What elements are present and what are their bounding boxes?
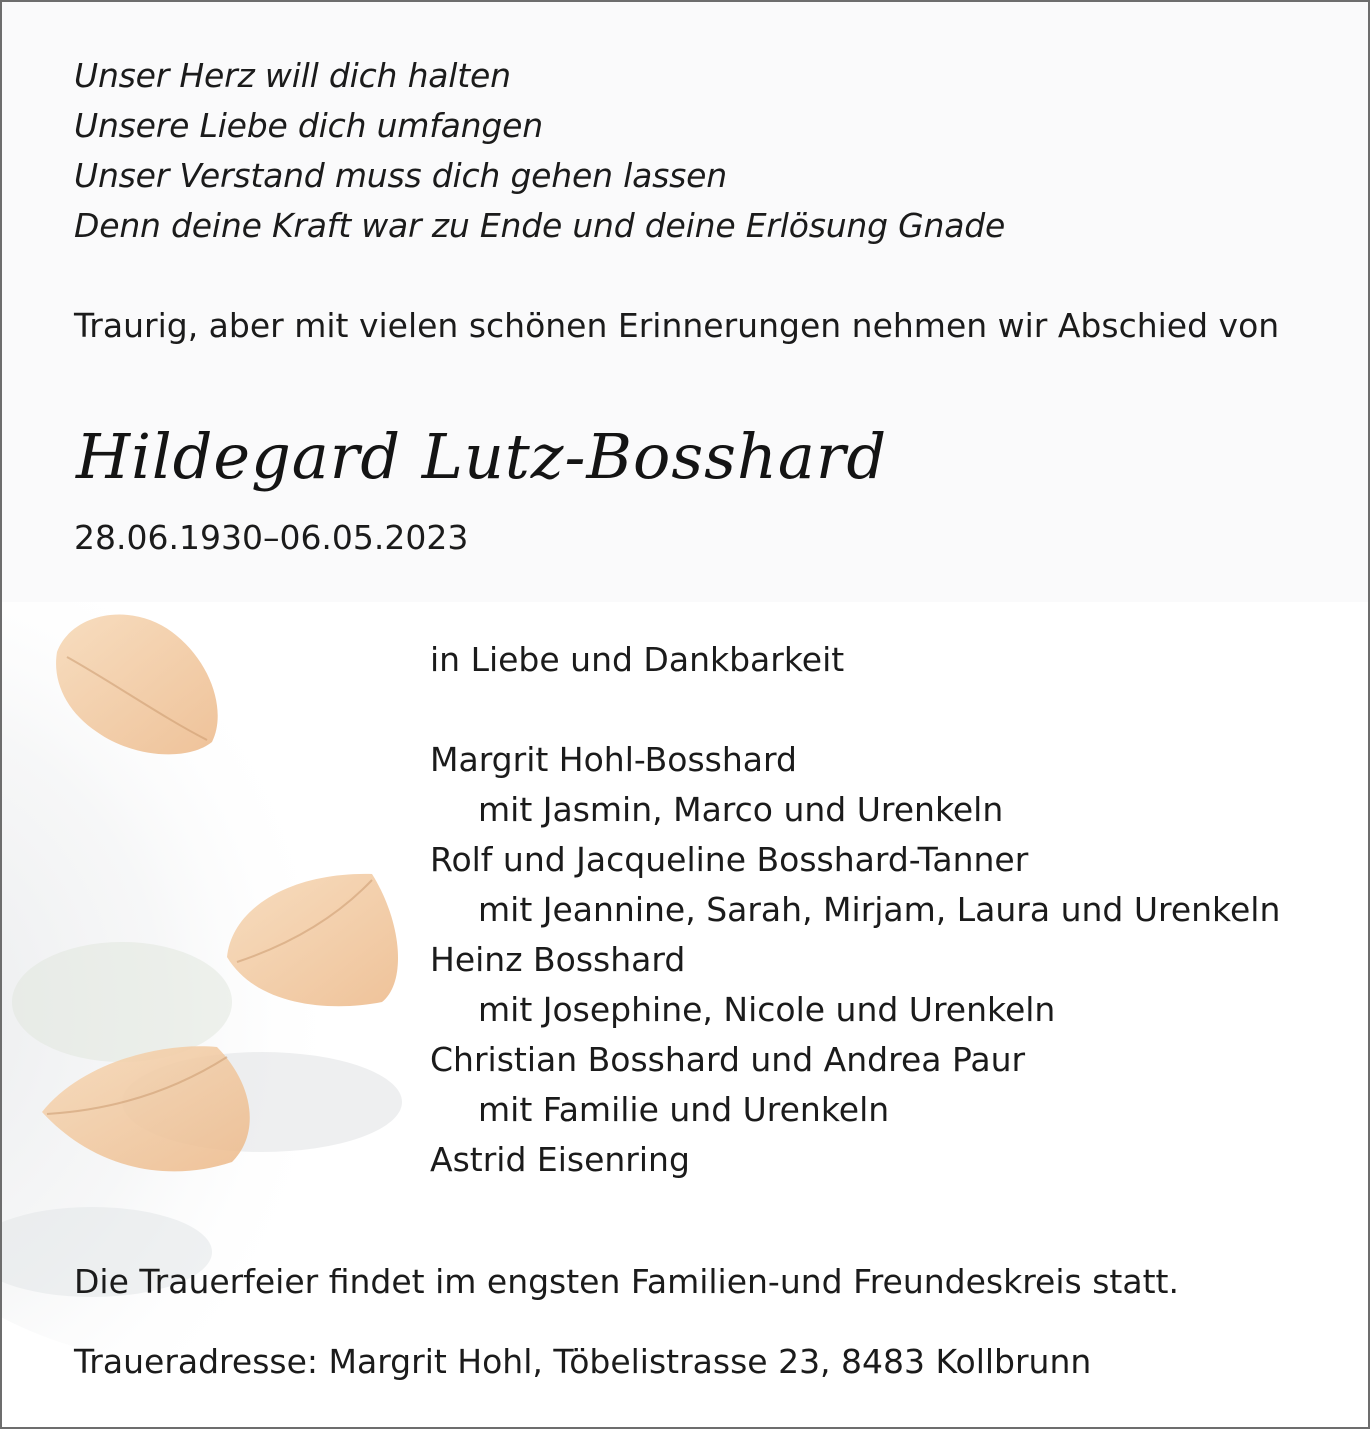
poem-line: Unsere Liebe dich umfangen <box>74 106 543 145</box>
poem-line: Unser Herz will dich halten <box>74 56 511 95</box>
mourner-name: Heinz Bosshard <box>430 940 686 979</box>
mourner-family: mit Josephine, Nicole und Urenkeln <box>478 990 1056 1029</box>
mourner-name: Christian Bosshard und Andrea Paur <box>430 1040 1026 1079</box>
poem <box>74 51 1005 251</box>
life-dates: 28.06.1930–06.05.2023 <box>74 518 469 557</box>
deceased-name: Hildegard Lutz-Bosshard <box>76 420 888 493</box>
mourner-name: Margrit Hohl-Bosshard <box>430 740 797 779</box>
mourners-list <box>430 635 1280 1185</box>
mourner-family: mit Jasmin, Marco und Urenkeln <box>478 790 1004 829</box>
intro-text: Traurig, aber mit vielen schönen Erinnerungen nehmen wir Abschied von <box>74 306 1280 345</box>
mourner-name: Astrid Eisenring <box>430 1140 690 1179</box>
poem-line: Unser Verstand muss dich gehen lassen <box>74 156 727 195</box>
mourner-name: Rolf und Jacqueline Bosshard-Tanner <box>430 840 1029 879</box>
mourner-family: mit Familie und Urenkeln <box>478 1090 890 1129</box>
mourning-address: Traueradresse: Margrit Hohl, Töbelistrasse 23, 8483 Kollbrunn <box>74 1342 1092 1381</box>
mourners-heading: in Liebe und Dankbarkeit <box>430 640 845 679</box>
poem-line: Denn deine Kraft war zu Ende und deine Erlösung Gnade <box>74 206 1006 245</box>
mourner-family: mit Jeannine, Sarah, Mirjam, Laura und Urenkeln <box>478 890 1281 929</box>
ceremony-note: Die Trauerfeier findet im engsten Familien-und Freundeskreis statt. <box>74 1262 1179 1301</box>
